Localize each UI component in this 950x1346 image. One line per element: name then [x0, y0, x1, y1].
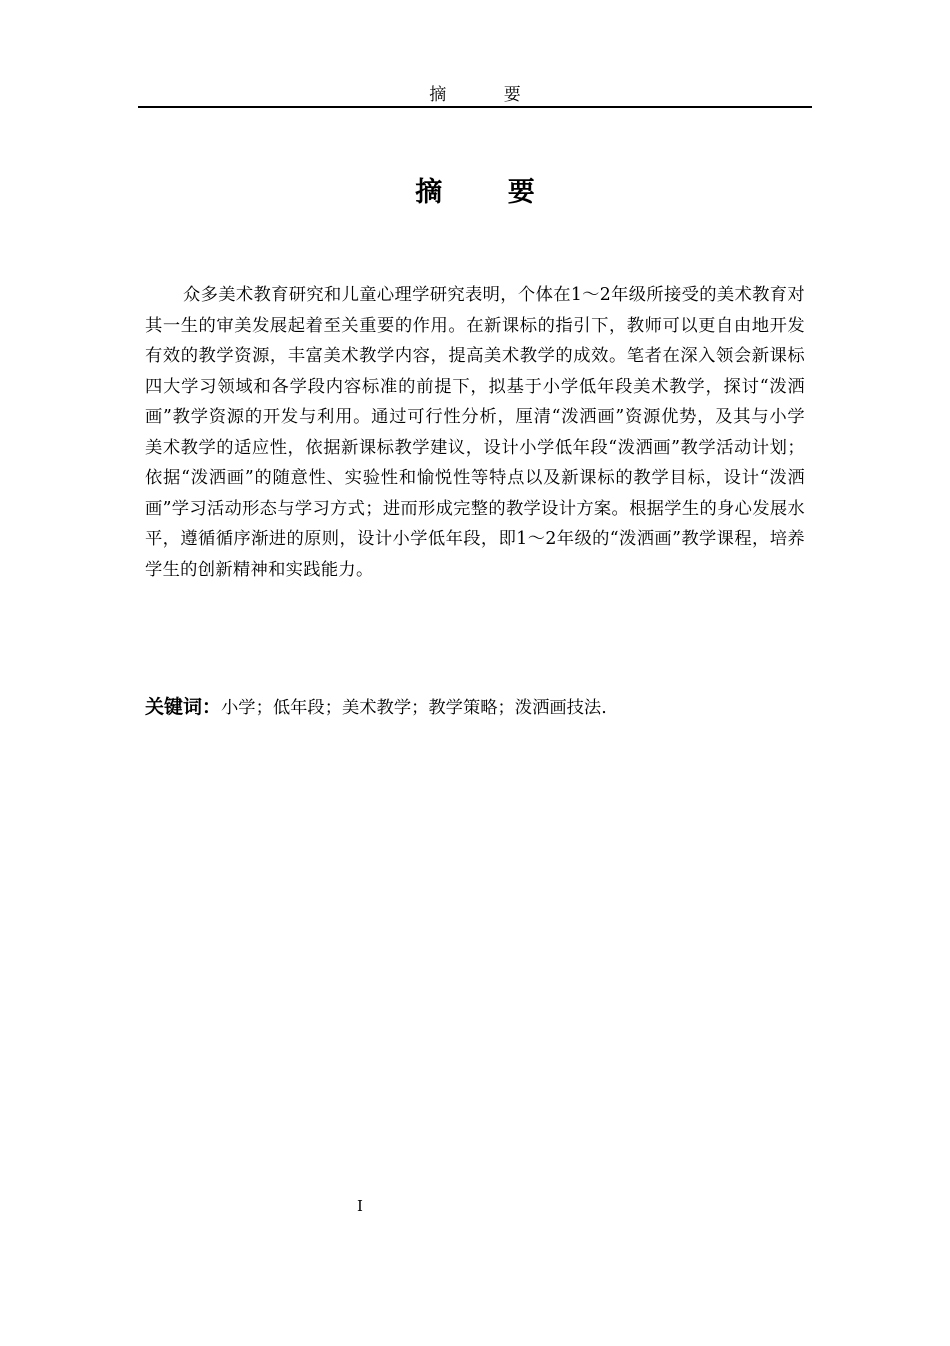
header-rule: [138, 106, 812, 108]
running-header: 摘 要: [429, 85, 547, 105]
page-title: 摘 要: [415, 177, 563, 208]
keywords-label: 关键词：: [145, 696, 222, 718]
keywords-line: [145, 692, 805, 723]
abstract-body: 众多美术教育研究和儿童心理学研究表明，个体在1～2年级所接受的美术教育对其一生的审美发展起着至关重要的作用。在新课标的指引下，教师可以更自由地开发有效的教学资源，丰富美术教学内容，提高美术教学的成效。笔者在深入领会新课标四大学习领域和各学段内容标准的前提下，拟基于小学低年段美术教学，探讨“泼洒画”教学资源的开发与利用。通过可行性分析，厘清“泼洒画”资源优势，及其与小学美术教学的适应性，依据新课标教学建议，设计小学低年段“泼洒画”教学活动计划；依据“泼洒画”的随意性、实验性和愉悦性等特点以及新课标的教学目标，设计“泼洒画”学习活动形态与学习方式；进而形成完整的教学设计方案。根据学生的身心发展水平，遵循循序渐进的原则，设计小学低年段，即1～2年级的“泼洒画”教学课程，培养学生的创新精神和实践能力。: [145, 285, 805, 580]
keywords-text: 小学；低年段；美术教学；教学策略；泼洒画技法.: [221, 698, 607, 718]
page-number: I: [357, 1197, 363, 1215]
